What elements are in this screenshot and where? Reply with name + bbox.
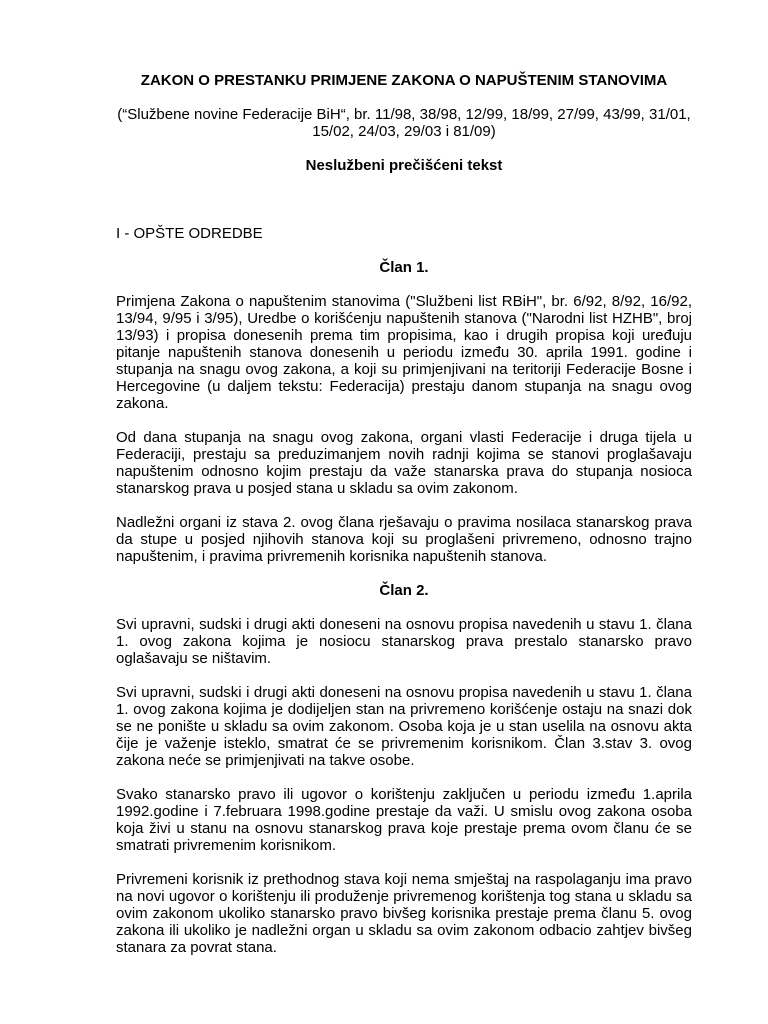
article-1-paragraph-2: Od dana stupanja na snagu ovog zakona, organi vlasti Federacije i druga tijela u Federaciji, prestaju sa preduzimanjem novih radnji kojima se stanovi proglašavaju napuštenim odnosno kojim prestaju da važe stanarska prava do stupanja nosioca stanarskog prava u posjed stana u skladu sa ovim zakonom. [116,429,692,497]
article-1-paragraph-3: Nadležni organi iz stava 2. ovog člana rješavaju o pravima nosilaca stanarskog prava da stupe u posjed njihovih stanova koji su proglašeni privremeno, odnosno trajno napuštenim, i pravima privremenih korisnika napuštenih stanova. [116,514,692,565]
article-heading: Član 2. [379,582,429,599]
article-2-paragraph-3: Svako stanarsko pravo ili ugovor o korištenju zaključen u periodu između 1.aprila 1992.godine i 7.februara 1998.godine prestaje da važi. U smislu ovog zakona osoba koja živi u stanu na osnovu stanarskog prava koje prestaje prema ovom članu će se smatrati privremenim korisnikom. [116,786,692,854]
article-1-paragraph-1: Primjena Zakona o napuštenim stanovima ("Službeni list RBiH", br. 6/92, 8/92, 16/92, 13/94, 9/95 i 3/95), Uredbe o korišćenju napuštenih stanova ("Narodni list HZHB", broj 13/93) i propisa donesenih prema tim propisima, kao i drugih propisa koji uređuju pitanje napuštenih stanova donesenih u periodu između 30. aprila 1991. godine i stupanja na snagu ovog zakona, a koji su primjenjivani na teritoriji Federacije Bosne i Hercegovine (u daljem tekstu: Federacija) prestaju danom stupanja na snagu ovog zakona. [116,293,692,412]
article-heading: Član 1. [379,259,429,276]
section-heading: I - OPŠTE ODREDBE [116,225,263,242]
article-2-paragraph-1: Svi upravni, sudski i drugi akti doneseni na osnovu propisa navedenih u stavu 1. člana 1. ovog zakona kojima je nosiocu stanarskog prava prestalo stanarsko pravo oglašavaju se ništavim. [116,616,692,667]
document-title: ZAKON O PRESTANKU PRIMJENE ZAKONA O NAPUŠTENIM STANOVIMA [140,72,668,89]
official-gazette-reference: (“Službene novine Federacije BiH“, br. 11/98, 38/98, 12/99, 18/99, 27/99, 43/99, 31/01, 15/02, 24/03, 29/03 i 81/09) [117,106,691,140]
article-2-paragraph-2: Svi upravni, sudski i drugi akti doneseni na osnovu propisa navedenih u stavu 1. člana 1. ovog zakona kojima je dodijeljen stan na privremeno korišćenje ostaju na snazi dok se ne ponište u skladu sa ovim zakonom. Osoba koja je u stan uselila na osnovu akta čije je važenje isteklo, smatrat će se privremenim korisnikom. Član 3.stav 3. ovog zakona neće se primjenjivati na takve osobe. [116,684,692,769]
article-2-paragraph-4: Privremeni korisnik iz prethodnog stava koji nema smještaj na raspolaganju ima pravo na novi ugovor o korištenju ili produženje privremenog korištenja tog stana u skladu sa ovim zakonom ukoliko stanarsko pravo bivšeg korisnika prestaje prema članu 5. ovog zakona ili ukoliko je nadležni organ u skladu sa ovim zakonom odbacio zahtjev bivšeg stanara za povrat stana. [116,871,692,956]
document-subtitle: Neslužbeni prečišćeni tekst [305,157,503,174]
